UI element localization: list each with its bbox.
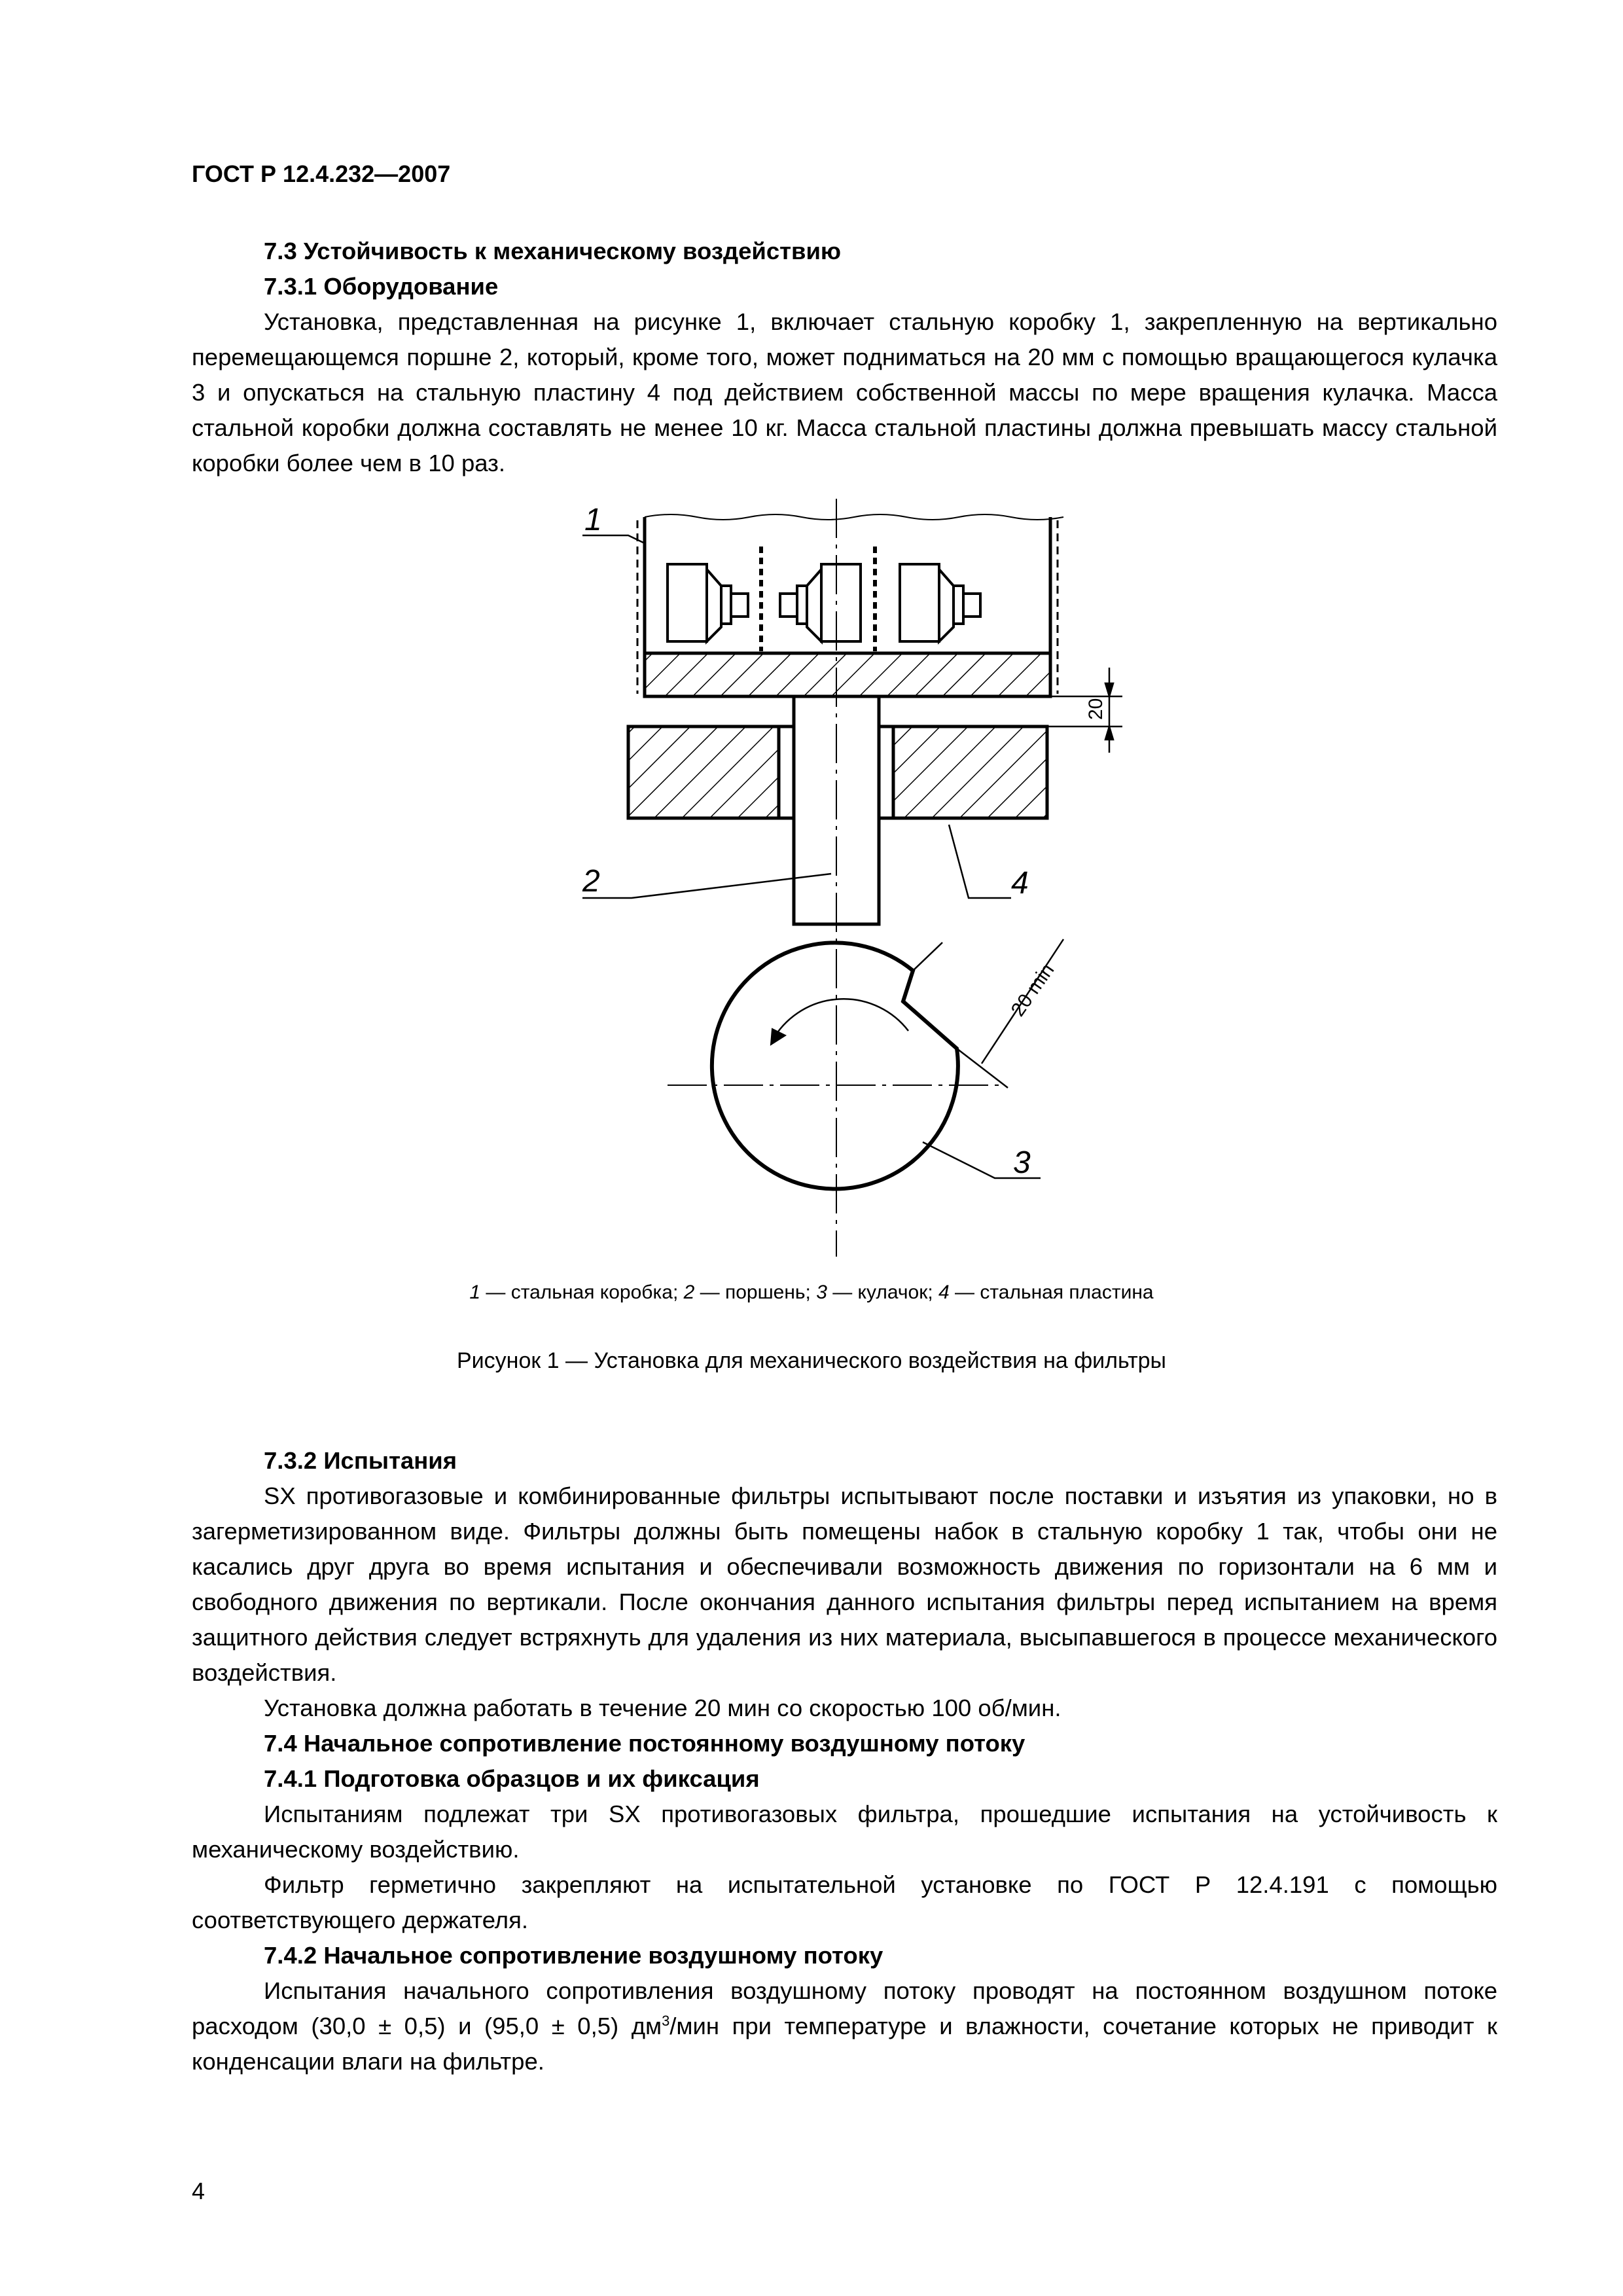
airflow-text-b: /мин при температуре и влажности, сочетание которых не приводит к конденсации влаги на фильтре. — [192, 2013, 1498, 2075]
heading-7-3-1: 7.3.1 Оборудование — [264, 273, 499, 300]
legend-num-1: 1 — [469, 1282, 481, 1303]
paragraph-mounting: Фильтр герметично закрепляют на испытательной установке по ГОСТ Р 12.4.191 с помощью соответствующего держателя. — [192, 1871, 1497, 1933]
dimension-20min-label: 20 min — [1007, 960, 1059, 1021]
document-header: ГОСТ Р 12.4.232—2007 — [192, 160, 451, 187]
cam — [712, 942, 958, 1189]
heading-7-3-2: 7.3.2 Испытания — [264, 1447, 457, 1474]
section-7-3 — [192, 234, 1497, 481]
legend-text-4: — стальная пластина — [949, 1282, 1154, 1303]
airflow-superscript: 3 — [662, 2012, 670, 2029]
figure-1-drawing — [497, 497, 1152, 1270]
heading-7-4-2: 7.4.2 Начальное сопротивление воздушному потоку — [264, 1942, 883, 1969]
label-2: 2 — [582, 864, 600, 899]
legend-num-3: 3 — [816, 1282, 827, 1303]
label-1: 1 — [584, 503, 602, 537]
heading-7-4-1: 7.4.1 Подготовка образцов и их фиксация — [264, 1765, 760, 1792]
filter-set — [668, 564, 980, 641]
section-7-3-2 — [192, 1443, 1497, 2079]
figure-caption: Рисунок 1 — Установка для механического воздействия на фильтры — [457, 1348, 1166, 1373]
paragraph-operation: Установка должна работать в течение 20 мин со скоростью 100 об/мин. — [264, 1695, 1061, 1721]
dimension-20-label: 20 — [1085, 698, 1107, 720]
paragraph-equipment: Установка, представленная на рисунке 1, включает стальную коробку 1, закрепленную на вертикально перемещающемся поршне 2, который, кроме того, может подниматься на 20 мм с помощью вращающегося кулачка 3 и опускаться на стальную пластину 4 под действием собственной массы по мере вращения кулачка. Масса стальной коробки должна составлять не менее 10 кг. Масса стальной пластины должна превышать массу стальной коробки более чем в 10 раз. — [192, 308, 1497, 476]
legend-text-1: — стальная коробка; — [480, 1282, 684, 1303]
legend-text-2: — поршень; — [694, 1282, 817, 1303]
paragraph-tests: SX противогазовые и комбинированные фильтры испытывают после поставки и изъятия из упаковки, но в загерметизированном виде. Фильтры должны быть помещены набок в стальную коробку 1 так, чтобы они не касались друг друга во время испытания и обеспечивали возможность движения по горизонтали на 6 мм и свободного движения по вертикали. После окончания данного испытания фильтры перед испытанием на время защитного действия следует встряхнуть для удаления из них материала, высыпавшегося в процессе механического воздействия. — [192, 1482, 1497, 1686]
box-base-plate — [645, 653, 1050, 696]
paragraph-samples: Испытаниям подлежат три SX противогазовых фильтра, прошедшие испытания на устойчивость к механическому воздействию. — [192, 1801, 1497, 1863]
airflow-text-a: Испытания начального сопротивления воздушному потоку проводят на постоянном воздушном потоке расходом (30,0 ± 0,5) и (95,0 ± 0,5) дм — [192, 1977, 1497, 2039]
figure-legend — [0, 1282, 1623, 1304]
label-4: 4 — [1011, 866, 1029, 901]
page-number: 4 — [192, 2178, 205, 2204]
label-3: 3 — [1013, 1145, 1031, 1180]
legend-num-2: 2 — [683, 1282, 695, 1303]
legend-text-3: — кулачок; — [827, 1282, 939, 1303]
paragraph-airflow — [192, 1973, 1497, 2079]
heading-7-3: 7.3 Устойчивость к механическому воздействию — [264, 238, 842, 264]
heading-7-4: 7.4 Начальное сопротивление постоянному воздушному потоку — [264, 1730, 1026, 1757]
legend-num-4: 4 — [938, 1282, 950, 1303]
